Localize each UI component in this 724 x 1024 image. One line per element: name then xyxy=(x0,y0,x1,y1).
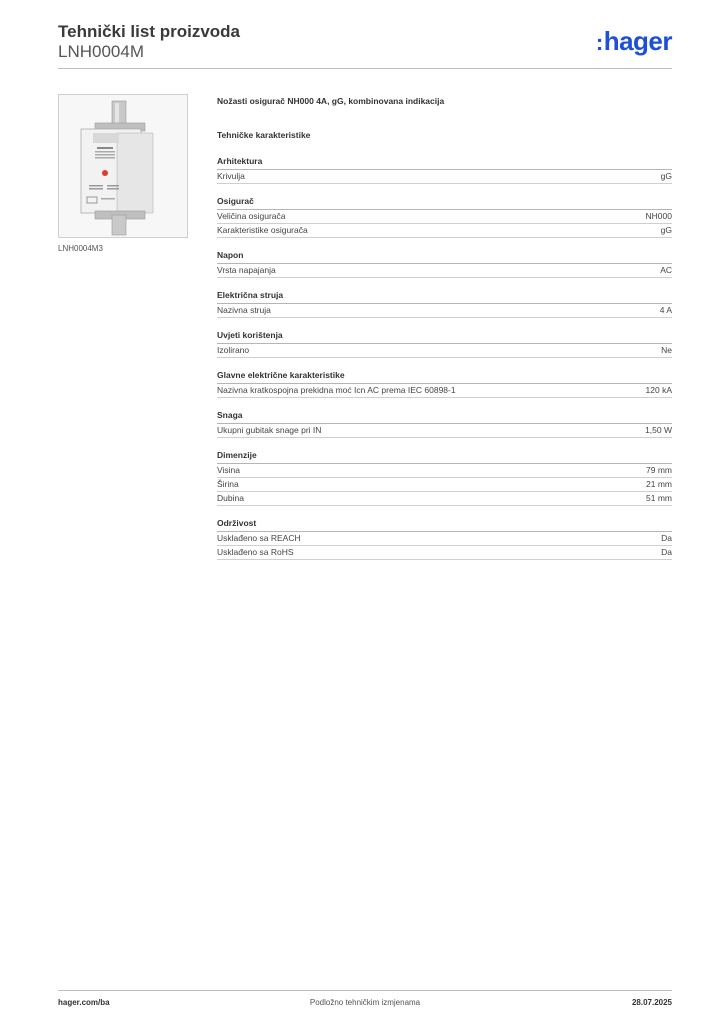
spec-label: Dubina xyxy=(217,493,244,503)
logo-text: hager xyxy=(603,26,672,56)
spec-label: Nazivna kratkospojna prekidna moć Icn AC prema IEC 60898-1 xyxy=(217,385,456,395)
spec-row xyxy=(217,532,672,546)
product-code: LNH0004M xyxy=(58,42,144,61)
spec-label: Nazivna struja xyxy=(217,305,271,315)
section-title: Uvjeti korištenja xyxy=(217,330,672,344)
spec-label: Vrsta napajanja xyxy=(217,265,276,275)
document-title: Tehnički list proizvoda xyxy=(58,22,240,41)
section-snaga xyxy=(217,410,672,438)
spec-label: Ukupni gubitak snage pri IN xyxy=(217,425,322,435)
header-divider xyxy=(58,68,672,69)
spec-row xyxy=(217,224,672,238)
section-osigurac xyxy=(217,196,672,238)
spec-row xyxy=(217,464,672,478)
spec-row xyxy=(217,384,672,398)
section-title: Osigurač xyxy=(217,196,672,210)
spec-row xyxy=(217,264,672,278)
specs-panel xyxy=(217,96,672,560)
spec-value: gG xyxy=(660,225,672,235)
section-napon xyxy=(217,250,672,278)
spec-row xyxy=(217,170,672,184)
section-title: Dimenzije xyxy=(217,450,672,464)
spec-row xyxy=(217,210,672,224)
spec-value: 120 kA xyxy=(645,385,672,395)
fuse-illustration xyxy=(59,95,187,237)
spec-row xyxy=(217,424,672,438)
spec-value: 51 mm xyxy=(646,493,672,503)
spec-label: Visina xyxy=(217,465,240,475)
spec-value: 1,50 W xyxy=(645,425,672,435)
spec-row xyxy=(217,344,672,358)
spec-label: Širina xyxy=(217,479,239,489)
spec-label: Usklađeno sa RoHS xyxy=(217,547,294,557)
footer-notice: Podložno tehničkim izmjenama xyxy=(309,998,421,1007)
spec-value: 21 mm xyxy=(646,479,672,489)
section-odrzivost xyxy=(217,518,672,560)
spec-value: Da xyxy=(661,547,672,557)
spec-row xyxy=(217,492,672,506)
section-arhitektura xyxy=(217,156,672,184)
spec-row xyxy=(217,304,672,318)
spec-label: Karakteristike osigurača xyxy=(217,225,308,235)
product-description: Nožasti osigurač NH000 4A, gG, kombinovana indikacija xyxy=(217,96,445,106)
spec-label: Krivulja xyxy=(217,171,245,181)
spec-row xyxy=(217,478,672,492)
spec-value: Da xyxy=(661,533,672,543)
section-title: Snaga xyxy=(217,410,672,424)
spec-label: Izolirano xyxy=(217,345,250,355)
section-title: Arhitektura xyxy=(217,156,672,170)
section-glavne-karakteristike xyxy=(217,370,672,398)
spec-value: NH000 xyxy=(645,211,672,221)
specs-heading: Tehničke karakteristike xyxy=(217,130,311,140)
spec-label: Veličina osigurača xyxy=(217,211,286,221)
spec-row xyxy=(217,546,672,560)
product-image xyxy=(58,94,188,238)
footer-website-link[interactable]: hager.com/ba xyxy=(58,998,110,1007)
section-uvjeti-koristenja xyxy=(217,330,672,358)
section-elektricna-struja xyxy=(217,290,672,318)
spec-value: gG xyxy=(660,171,672,181)
section-title: Glavne električne karakteristike xyxy=(217,370,672,384)
footer-date: 28.07.2025 xyxy=(631,998,672,1007)
spec-value: 79 mm xyxy=(646,465,672,475)
footer-divider xyxy=(58,990,672,991)
image-caption: LNH0004M3 xyxy=(58,244,103,253)
spec-value: 4 A xyxy=(659,305,672,315)
section-title: Održivost xyxy=(217,518,672,532)
spec-value: Ne xyxy=(661,345,672,355)
spec-value: AC xyxy=(660,265,672,275)
section-title: Napon xyxy=(217,250,672,264)
section-title: Električna struja xyxy=(217,290,672,304)
spec-label: Usklađeno sa REACH xyxy=(217,533,301,543)
hager-logo: :hager xyxy=(595,26,672,56)
page-header xyxy=(58,20,672,70)
section-dimenzije xyxy=(217,450,672,506)
